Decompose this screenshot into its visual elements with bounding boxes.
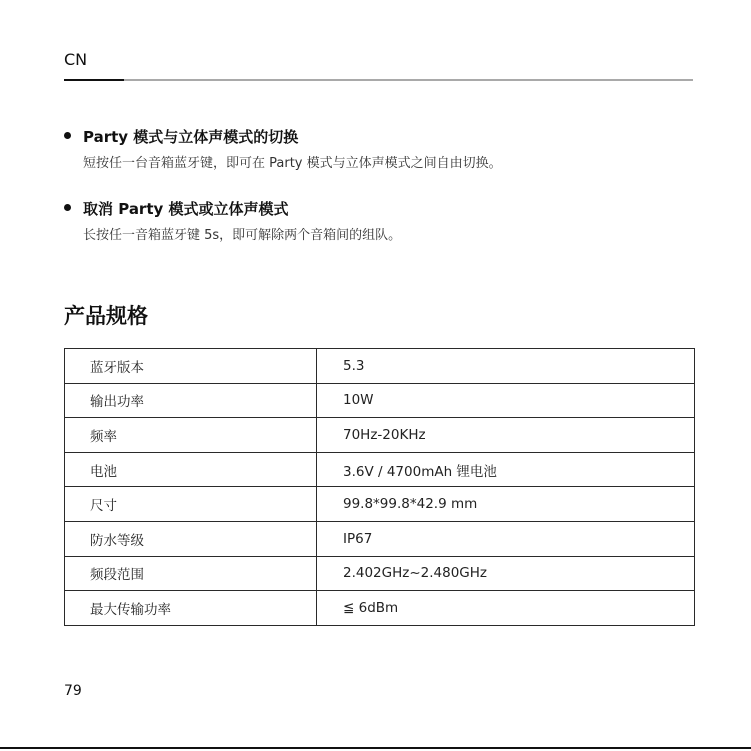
spec-value: IP67	[317, 521, 695, 556]
spec-value: 10W	[317, 383, 695, 418]
spec-key: 最大传输功率	[65, 591, 317, 626]
spec-key: 尺寸	[65, 487, 317, 522]
table-row	[65, 452, 695, 487]
table-row	[65, 349, 695, 384]
spec-key: 防水等级	[65, 521, 317, 556]
bottom-rule	[0, 747, 751, 749]
spec-table	[64, 348, 695, 626]
spec-value: 3.6V / 4700mAh 锂电池	[317, 452, 695, 487]
bullet-title: Party 模式与立体声模式的切换	[83, 128, 299, 146]
spec-key: 频率	[65, 418, 317, 453]
bullet-title: 取消 Party 模式或立体声模式	[83, 200, 289, 218]
table-row	[65, 556, 695, 591]
header-rule	[64, 79, 693, 81]
spec-value: 5.3	[317, 349, 695, 384]
table-row	[65, 383, 695, 418]
table-row	[65, 521, 695, 556]
spec-value: 70Hz-20KHz	[317, 418, 695, 453]
spec-key: 输出功率	[65, 383, 317, 418]
table-row	[65, 487, 695, 522]
spec-key: 电池	[65, 452, 317, 487]
spec-key: 频段范围	[65, 556, 317, 591]
language-label: CN	[64, 50, 88, 69]
bullet-description: 长按任一音箱蓝牙键 5s，即可解除两个音箱间的组队。	[83, 228, 402, 243]
bullet-dot	[64, 132, 71, 139]
page-number: 79	[64, 683, 82, 699]
spec-section-title: 产品规格	[64, 304, 148, 328]
bullet-dot	[64, 204, 71, 211]
table-row	[65, 591, 695, 626]
header-rule-accent	[64, 79, 124, 81]
spec-key: 蓝牙版本	[65, 349, 317, 384]
spec-value: 99.8*99.8*42.9 mm	[317, 487, 695, 522]
table-row	[65, 418, 695, 453]
spec-value: 2.402GHz~2.480GHz	[317, 556, 695, 591]
bullet-description: 短按任一台音箱蓝牙键，即可在 Party 模式与立体声模式之间自由切换。	[83, 156, 502, 171]
spec-value: ≦ 6dBm	[317, 591, 695, 626]
